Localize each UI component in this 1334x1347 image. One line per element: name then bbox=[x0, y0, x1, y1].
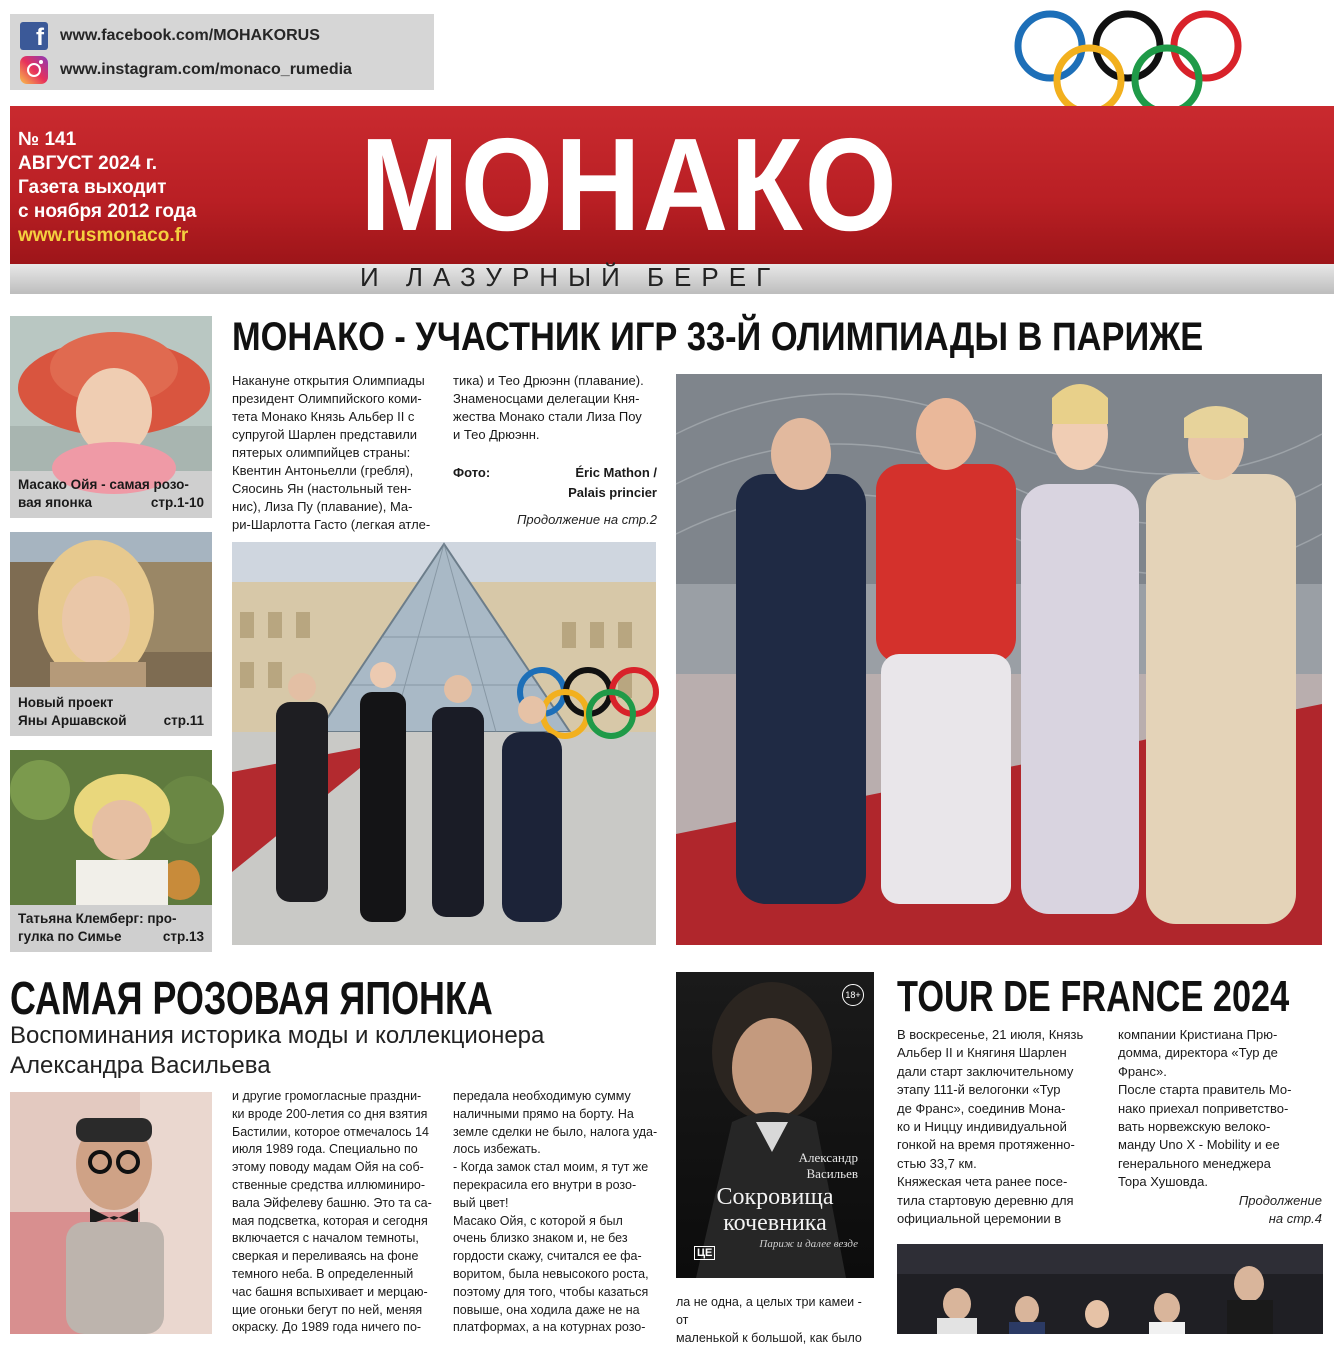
teaser-card[interactable] bbox=[10, 532, 212, 736]
facebook-link[interactable] bbox=[20, 22, 320, 50]
second-subheading-line-2: Александра Васильева bbox=[10, 1052, 271, 1079]
text-line: Знаменосцами делегации Кня- bbox=[453, 391, 640, 406]
tour-continued-link[interactable] bbox=[1118, 1192, 1322, 1228]
photo-credit bbox=[453, 463, 657, 503]
text-line: супругой Шарлен представили bbox=[232, 427, 418, 442]
issue-date: АВГУСТ 2024 г. bbox=[18, 153, 158, 174]
text-line: тета Монако Князь Альбер II с bbox=[232, 409, 415, 424]
photo-credit-source: Palais princier bbox=[568, 485, 657, 500]
tour-text-column-2 bbox=[1118, 1026, 1328, 1192]
teaser-caption-line: Новый проект bbox=[18, 695, 114, 710]
issue-info bbox=[18, 128, 196, 248]
teaser-card[interactable] bbox=[10, 316, 212, 518]
tour-headline[interactable]: TOUR DE FRANCE 2024 bbox=[897, 972, 1290, 1021]
teaser-card[interactable] bbox=[10, 750, 212, 952]
continued-label: Продолжение bbox=[1238, 1193, 1322, 1208]
photo-credit-name: Éric Mathon / bbox=[575, 465, 657, 480]
teaser-caption bbox=[18, 910, 204, 946]
text-line: Накануне открытия Олимпиады bbox=[232, 373, 425, 388]
main-group-photo bbox=[676, 374, 1322, 945]
text-line: ри-Шарлотта Гасто (легкая атле- bbox=[232, 517, 431, 532]
text-line: Княжеская чета ранее посе- bbox=[897, 1174, 1068, 1190]
text-line: нис), Лиза Пу (плавание), Ма- bbox=[232, 499, 413, 514]
instagram-link[interactable] bbox=[20, 56, 352, 84]
text-line: - Когда замок стал моим, я тут же bbox=[453, 1160, 649, 1175]
text-line: Тора Хушовда. bbox=[1118, 1174, 1208, 1190]
text-line: гордости скажу, считался ее фа- bbox=[453, 1249, 642, 1264]
text-line: ки вроде 200-летия со дня взятия bbox=[232, 1106, 428, 1121]
instagram-url[interactable]: www.instagram.com/monaco_rumedia bbox=[60, 61, 352, 78]
text-line: тика) и Тео Дрюэнн (плавание). bbox=[453, 373, 644, 388]
text-line: После старта правитель Мо- bbox=[1118, 1082, 1292, 1098]
text-line: Альбер II и Княгиня Шарлен bbox=[897, 1045, 1067, 1061]
instagram-icon bbox=[20, 56, 48, 84]
text-line: платформах, а на котурнах розо- bbox=[453, 1320, 646, 1335]
text-line: ко и Ниццу индивидуальной bbox=[897, 1119, 1067, 1135]
text-line: мая подсветка, которая и сегодня bbox=[232, 1213, 428, 1228]
text-line: вый цвет! bbox=[453, 1195, 509, 1210]
newspaper-subtitle: И ЛАЗУРНЫЙ БЕРЕГ bbox=[360, 262, 781, 292]
teaser-page[interactable]: стр.11 bbox=[163, 713, 204, 728]
photo-credit-label: Фото: bbox=[453, 465, 491, 480]
website-link[interactable]: www.rusmonaco.fr bbox=[18, 225, 189, 246]
text-line: компании Кристиана Прю- bbox=[1118, 1027, 1278, 1042]
text-line: В воскресенье, 21 июля, Князь bbox=[897, 1027, 1084, 1042]
text-line: маленькой к большой, как было bbox=[676, 1330, 862, 1345]
book-author-last: Васильев bbox=[806, 1166, 858, 1181]
teaser-caption bbox=[18, 476, 204, 512]
text-line: ственные средства иллюминиро- bbox=[232, 1177, 426, 1192]
teaser-caption-line: Яны Аршавской bbox=[18, 713, 127, 728]
text-line: сверкая и переливаясь на фоне bbox=[232, 1249, 419, 1264]
vasiliev-photo bbox=[10, 1092, 212, 1334]
teaser-caption bbox=[18, 694, 204, 730]
text-line: президент Олимпийского коми- bbox=[232, 391, 422, 406]
second-text-column-2 bbox=[453, 1088, 658, 1337]
text-line: июля 1989 года. Специально по bbox=[232, 1142, 418, 1157]
masthead-subband bbox=[10, 264, 1334, 294]
text-line: очень близко знаком и, не без bbox=[453, 1231, 628, 1246]
text-line: нако приехал поприветство- bbox=[1118, 1100, 1289, 1116]
book-cover[interactable] bbox=[676, 972, 874, 1278]
book-author-first: Александр bbox=[798, 1150, 858, 1165]
book-title-line: кочевника bbox=[723, 1210, 827, 1236]
text-line: повыше, она ходила даже не на bbox=[453, 1302, 640, 1317]
text-line: и другие громогласные праздни- bbox=[232, 1089, 422, 1103]
text-line: манду Uno X - Mobility и ее bbox=[1118, 1137, 1280, 1153]
teaser-photo-masako bbox=[10, 316, 212, 471]
second-headline[interactable]: САМАЯ РОЗОВАЯ ЯПОНКА bbox=[10, 972, 493, 1024]
social-links-bar bbox=[10, 14, 434, 90]
text-line: и Тео Дрюэнн. bbox=[453, 427, 540, 442]
text-line: вать норвежскую велоко- bbox=[1118, 1119, 1271, 1135]
issue-number: № 141 bbox=[18, 129, 77, 150]
olympic-rings-logo bbox=[1010, 8, 1246, 120]
text-line: ла не одна, а целых три камеи - от bbox=[676, 1295, 862, 1327]
louvre-pyramid-photo bbox=[232, 542, 656, 945]
second-subheading-line-1: Воспоминания историка моды и коллекционера bbox=[10, 1022, 545, 1049]
continued-page: на стр.4 bbox=[1268, 1211, 1322, 1226]
text-line: воритом, была невысокого роста, bbox=[453, 1266, 649, 1281]
text-line: Квентин Антоньелли (гребля), bbox=[232, 463, 414, 478]
text-line: окраску. До 1989 года ничего по- bbox=[232, 1320, 422, 1335]
text-line: генерального менеджера bbox=[1118, 1155, 1271, 1171]
text-line: наличными прямо на борту. На bbox=[453, 1106, 634, 1121]
text-line: стью 33,7 км. bbox=[897, 1155, 977, 1171]
text-line: час башня вспыхивает и мерцаю- bbox=[232, 1284, 428, 1299]
text-line: Бастилии, которое отмечалось 14 bbox=[232, 1124, 429, 1139]
teaser-caption-line: гулка по Симье bbox=[18, 929, 122, 944]
book-title bbox=[676, 1184, 874, 1236]
teaser-caption-line: Масако Ойя - самая розо- bbox=[18, 477, 189, 492]
text-line: пятерых олимпийцев страны: bbox=[232, 445, 411, 460]
teaser-photo-tatiana bbox=[10, 750, 212, 905]
text-line: перекрасила его внутри в розо- bbox=[453, 1177, 637, 1192]
publisher-logo: ЦЕ bbox=[694, 1246, 715, 1260]
text-line: домма, директора «Тур де bbox=[1118, 1045, 1278, 1061]
text-line: официальной церемонии в bbox=[897, 1211, 1062, 1227]
lead-continued-link[interactable]: Продолжение на стр.2 bbox=[517, 512, 657, 527]
text-line: этому поводу мадам Ойя на соб- bbox=[232, 1160, 424, 1175]
text-line: Масако Ойя, с которой я был bbox=[453, 1213, 623, 1228]
since-line-2: с ноября 2012 года bbox=[18, 201, 197, 222]
tour-photo bbox=[897, 1244, 1323, 1334]
tour-text-column-1 bbox=[897, 1026, 1107, 1228]
text-line: этапу 111-й велогонки «Тур bbox=[897, 1082, 1061, 1098]
book-author bbox=[799, 1150, 858, 1182]
text-line: жества Монако стали Лиза Поу bbox=[453, 409, 642, 424]
text-line: вала Эйфелеву башню. Это та са- bbox=[232, 1195, 432, 1210]
lead-text-column-2 bbox=[453, 372, 659, 444]
lead-headline[interactable]: МОНАКО - УЧАСТНИК ИГР 33-Й ОЛИМПИАДЫ В ПАРИЖЕ bbox=[232, 315, 1204, 359]
book-title-line: Сокровища bbox=[716, 1184, 834, 1210]
facebook-icon: f bbox=[20, 22, 48, 50]
text-line: поэтому для того, чтобы казаться bbox=[453, 1284, 649, 1299]
since-line-1: Газета выходит bbox=[18, 177, 167, 198]
teaser-page[interactable]: стр.13 bbox=[162, 929, 204, 944]
teaser-page[interactable]: стр.1-10 bbox=[150, 495, 204, 510]
second-text-column-1 bbox=[232, 1088, 432, 1337]
age-rating-badge: 18+ bbox=[842, 984, 864, 1006]
text-line: Сяосинь Ян (настольный тен- bbox=[232, 481, 412, 496]
masthead bbox=[10, 106, 1334, 264]
second-text-column-3 bbox=[676, 1294, 874, 1347]
text-line: земле сделки не было, налога уда- bbox=[453, 1124, 658, 1139]
lead-text-column-1 bbox=[232, 372, 432, 534]
teaser-photo-yana bbox=[10, 532, 212, 687]
text-line: гонкой на время протяженно- bbox=[897, 1137, 1075, 1153]
text-line: де Франс», соединив Мона- bbox=[897, 1100, 1066, 1116]
text-line: щие огоньки бегут по ней, меняя bbox=[232, 1302, 423, 1317]
newspaper-title: МОНАКО bbox=[360, 111, 899, 258]
text-line: лось избежать. bbox=[453, 1142, 541, 1157]
text-line: тила стартовую деревню для bbox=[897, 1192, 1074, 1208]
text-line: темного неба. В определенный bbox=[232, 1266, 414, 1281]
text-line: передала необходимую сумму bbox=[453, 1089, 631, 1103]
book-subtitle: Париж и далее везде bbox=[759, 1238, 858, 1250]
text-line: дали старт заключительному bbox=[897, 1063, 1074, 1079]
text-line: Франс». bbox=[1118, 1063, 1167, 1079]
teaser-caption-line: Татьяна Клемберг: про- bbox=[18, 911, 177, 926]
text-line: включается с началом темноты, bbox=[232, 1231, 419, 1246]
teaser-caption-line: вая японка bbox=[18, 495, 92, 510]
facebook-url[interactable]: www.facebook.com/MOHAKORUS bbox=[60, 27, 320, 44]
